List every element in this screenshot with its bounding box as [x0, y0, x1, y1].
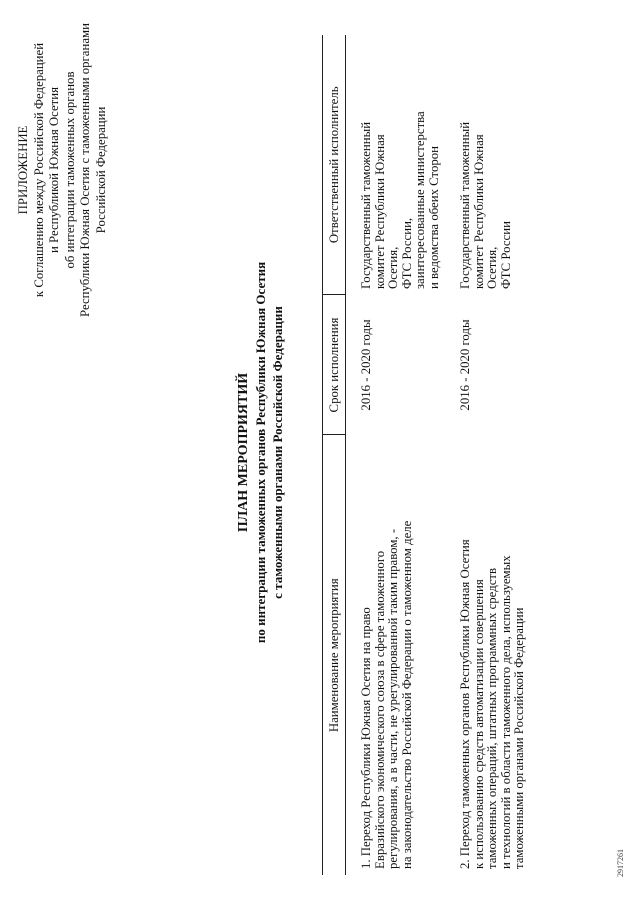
- term-cell: 2016 - 2020 годы: [458, 319, 472, 411]
- appendix-line: Республики Южная Осетия с таможенными органами: [78, 23, 92, 317]
- measure-name-line: 2. Переход таможенных органов Республики Южная Осетия: [458, 539, 472, 869]
- measure-name-cell: [346, 435, 448, 875]
- measure-name-line: таможенных операций, штатных программных средств: [485, 567, 499, 869]
- term-cell: 2016 - 2020 годы: [359, 319, 373, 411]
- executor-line: комитет Республики Южная: [372, 134, 387, 289]
- measure-name-line: к использованию средств автоматизации совершения: [471, 579, 486, 869]
- plan-heading: [235, 0, 286, 905]
- executor-line: и ведомства обеих Сторон: [426, 145, 441, 289]
- plan-title: ПЛАН МЕРОПРИЯТИЙ: [236, 372, 251, 533]
- executor-line: ФТС России,: [399, 217, 414, 289]
- measure-name-line: на законодательство Российской Федерации о таможенном деле: [399, 520, 414, 869]
- table-row: [447, 35, 533, 875]
- plan-subtitle-line: с таможенными органами Российской Федерации: [270, 306, 285, 599]
- document-code: 2917261: [616, 849, 625, 877]
- measure-name-line: регулирования, а в части, не урегулированной таким правом, -: [386, 528, 400, 869]
- executor-line: Осетия,: [386, 246, 400, 289]
- measure-name-line: таможенными органами Российской Федерации: [512, 607, 526, 869]
- executor-line: Осетия,: [485, 246, 499, 289]
- executor-line: Государственный таможенный: [359, 121, 373, 289]
- measure-name-line: 1. Переход Республики Южная Осетия на право: [359, 607, 373, 869]
- column-header-name: Наименование мероприятия: [323, 435, 346, 875]
- table-row: [346, 35, 448, 875]
- appendix-header: [16, 20, 109, 320]
- executor-line: ФТС России: [498, 221, 513, 289]
- appendix-line: Российской Федерации: [93, 106, 108, 234]
- plan-subtitle-line: по интеграции таможенных органов Республики Южная Осетия: [253, 261, 268, 644]
- plan-table: [322, 35, 533, 875]
- executor-line: комитет Республики Южная: [471, 134, 486, 289]
- executor-line: заинтересованные министерства: [413, 111, 427, 289]
- appendix-line: ПРИЛОЖЕНИЕ: [16, 125, 30, 215]
- table-header-row: [323, 35, 346, 875]
- measure-name-cell: [447, 435, 533, 875]
- measure-name-line: Евразийского экономического союза в сфере таможенного: [372, 550, 387, 869]
- executor-cell: [447, 35, 533, 295]
- appendix-line: об интеграции таможенных органов: [62, 71, 77, 269]
- appendix-line: к Соглашению между Российской Федерацией: [31, 42, 46, 298]
- measure-name-line: и технологий в области таможенного дела, используемых: [498, 555, 513, 869]
- executor-cell: [346, 35, 448, 295]
- appendix-line: и Республикой Южная Осетия: [47, 86, 61, 254]
- column-header-executor: Ответственный исполнитель: [323, 35, 346, 295]
- column-header-term: Срок исполнения: [323, 295, 346, 435]
- executor-line: Государственный таможенный: [458, 121, 472, 289]
